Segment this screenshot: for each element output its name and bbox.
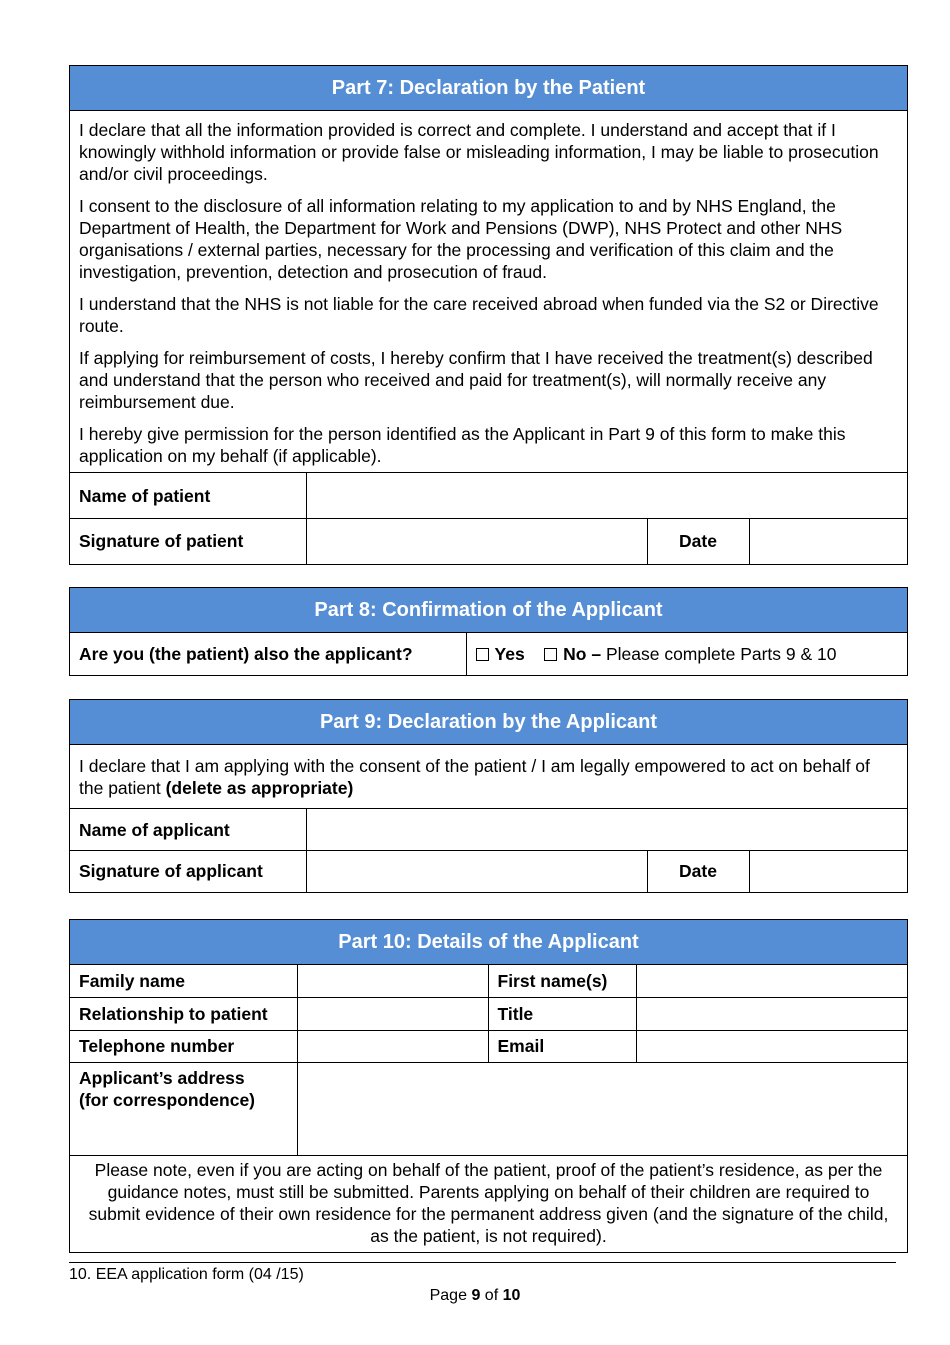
part10-title: Part 10: Details of the Applicant: [70, 920, 907, 965]
part7-title: Part 7: Declaration by the Patient: [70, 66, 907, 111]
telephone-field[interactable]: [297, 1030, 488, 1062]
part7-paragraph: I declare that all the information provided is correct and complete. I understand and accept that if I knowingly withhold information or provide false or misleading information, I may be liable to prosecution and/or civil proceedings.: [79, 120, 879, 184]
part9-section: [69, 699, 908, 893]
patient-date-field[interactable]: [749, 519, 907, 564]
part8-table: [70, 633, 907, 675]
part10-table: [70, 965, 907, 1252]
part7-declaration-text: [70, 111, 907, 472]
part9-table: [70, 808, 907, 892]
no-note: Please complete Parts 9 & 10: [605, 644, 837, 664]
yes-label: Yes: [494, 644, 525, 664]
title-field[interactable]: [636, 997, 907, 1030]
patient-date-label: Date: [647, 519, 749, 564]
name-of-patient-field[interactable]: [306, 473, 907, 519]
signature-of-patient-field[interactable]: [306, 519, 647, 564]
signature-of-patient-label: Signature of patient: [70, 519, 306, 564]
part9-declaration-text: [70, 745, 907, 808]
residence-note: Please note, even if you are acting on behalf of the patient, proof of the patient’s residence, as per the guidance notes, must still be submitted. Parents applying on behalf of their children are required to submit evidence of their own residence for the permanent address given (and the signature of the child, as the patient, is not required).: [70, 1155, 907, 1252]
relationship-field[interactable]: [297, 997, 488, 1030]
family-name-field[interactable]: [297, 965, 488, 997]
part9-text-bold: (delete as appropriate): [165, 778, 354, 798]
form-reference: 10. EEA application form (04 /15): [69, 1266, 304, 1283]
part7-section: [69, 65, 908, 565]
yes-checkbox[interactable]: [476, 648, 489, 661]
page-word: Page: [429, 1287, 467, 1304]
signature-of-applicant-field[interactable]: [306, 851, 647, 892]
signature-of-applicant-label: Signature of applicant: [70, 851, 306, 892]
applicant-date-label: Date: [647, 851, 749, 892]
part9-text: I declare that I am applying with the consent of the patient / I am legally empowered to act on behalf of the patient: [79, 756, 870, 798]
part7-paragraph: If applying for reimbursement of costs, I hereby confirm that I have received the treatment(s) described and understand that the person who received and paid for treatment(s), will normally receive any reimbursement due.: [79, 348, 873, 412]
address-label-line2: (for correspondence): [79, 1089, 255, 1110]
page-of: of: [484, 1287, 499, 1304]
page-total: 10: [502, 1287, 521, 1304]
no-label: No –: [563, 644, 602, 664]
address-field[interactable]: [297, 1062, 907, 1155]
name-of-applicant-label: Name of applicant: [70, 809, 306, 851]
page-number: [0, 1286, 950, 1306]
applicant-question: Are you (the patient) also the applicant?: [79, 644, 413, 664]
title-label: Title: [488, 997, 636, 1030]
footer-divider: [69, 1262, 896, 1263]
name-of-patient-label: Name of patient: [70, 473, 306, 519]
part7-table: [70, 472, 907, 564]
part7-paragraph: I understand that the NHS is not liable for the care received abroad when funded via the S2 or Directive route.: [79, 294, 879, 336]
part7-paragraph: I consent to the disclosure of all information relating to my application to and by NHS England, the Department of Health, the Department for Work and Pensions (DWP), NHS Protect and other NHS organisations / external parties, necessary for the processing and verification of this claim and the investigation, prevention, detection and prosecution of fraud.: [79, 196, 843, 282]
part9-title: Part 9: Declaration by the Applicant: [70, 700, 907, 745]
address-label: [70, 1062, 297, 1155]
part8-section: [69, 587, 908, 676]
first-name-label: First name(s): [488, 965, 636, 997]
page-current: 9: [471, 1287, 481, 1304]
email-label: Email: [488, 1030, 636, 1062]
applicant-answer-options: [466, 633, 907, 675]
email-field[interactable]: [636, 1030, 907, 1062]
name-of-applicant-field[interactable]: [306, 809, 907, 851]
relationship-label: Relationship to patient: [70, 997, 297, 1030]
part8-title: Part 8: Confirmation of the Applicant: [70, 588, 907, 633]
part7-paragraph: I hereby give permission for the person identified as the Applicant in Part 9 of this form to make this application on my behalf (if applicable).: [79, 424, 846, 466]
part10-section: [69, 919, 908, 1253]
address-label-line1: Applicant’s address: [79, 1067, 245, 1088]
applicant-date-field[interactable]: [749, 851, 907, 892]
no-checkbox[interactable]: [544, 648, 557, 661]
telephone-label: Telephone number: [70, 1030, 297, 1062]
family-name-label: Family name: [79, 970, 186, 991]
first-name-field[interactable]: [636, 965, 907, 997]
